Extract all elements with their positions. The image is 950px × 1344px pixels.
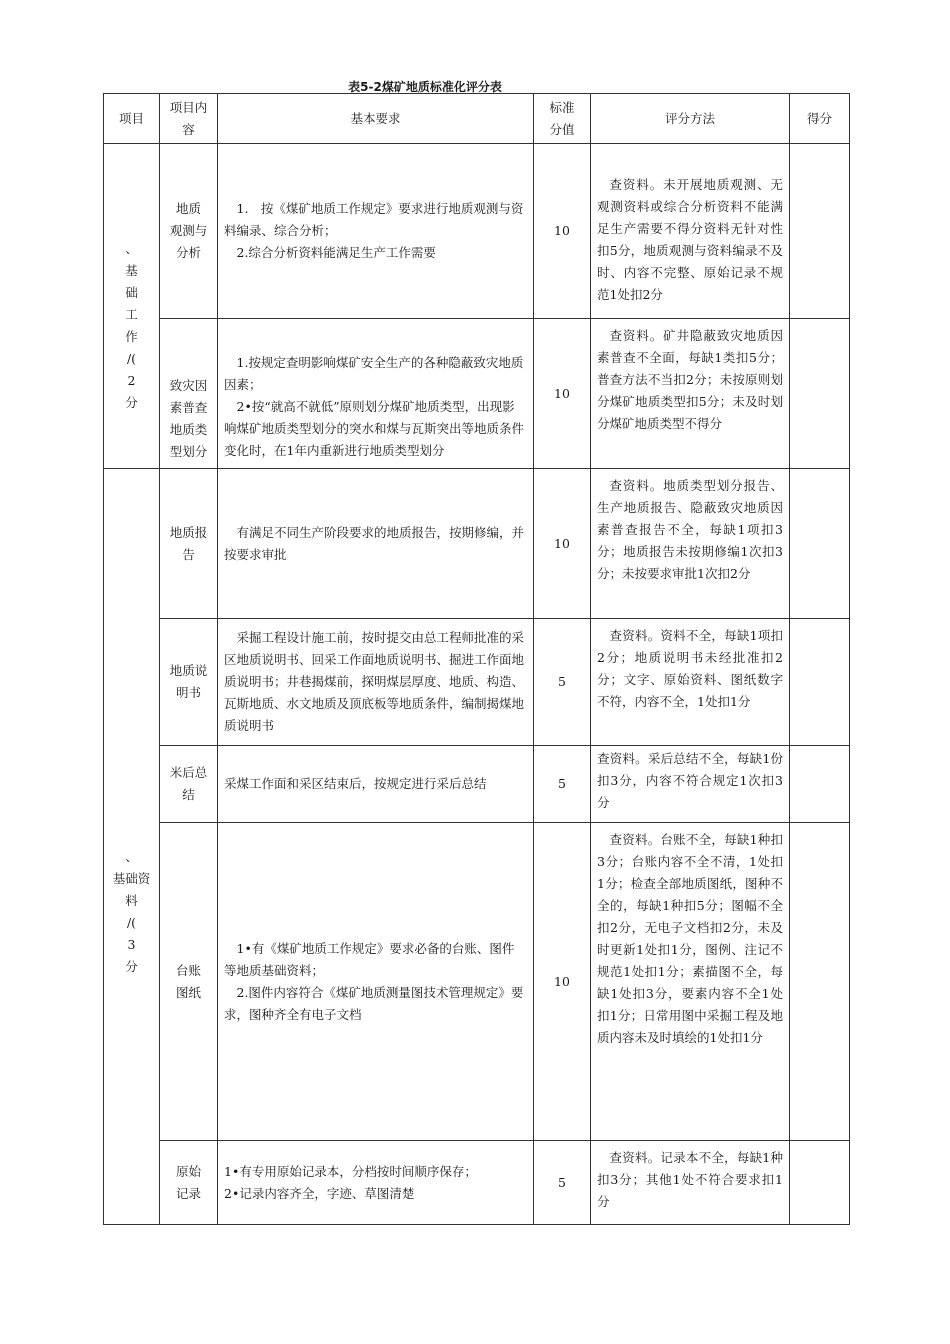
header-content-text: 项目内容 <box>169 99 208 137</box>
content-line: 地质说 <box>169 663 208 678</box>
item-content <box>160 619 218 746</box>
table-row <box>104 469 850 619</box>
item-got[interactable] <box>790 319 850 469</box>
method-text: 查资料。台账不全，每缺1种扣3分；台账内容不全不清，1处扣1分；检查全部地质图纸，图种不全的，每缺1种扣5分；图幅不全扣2分，无电子文档扣2分，未及时更新1处扣1分，图例、注记不规范1处扣1分；素描图不全，每缺1处扣3分，要素内容不全1处扣1分；日常用图中采掘工程及地质内容未及时填绘的1处扣1分 <box>597 832 783 1045</box>
item-requirement <box>218 1141 534 1225</box>
item-got[interactable] <box>790 144 850 319</box>
method-text: 查资料。未开展地质观测、无观测资料或综合分析资料不能满足生产需要不得分资料无针对性扣5分，地质观测与资料编录不及时、内容不完整、原始记录不规范1处扣2分 <box>597 177 783 302</box>
item-method <box>591 619 790 746</box>
content-line: 地质 <box>175 201 201 216</box>
item-got[interactable] <box>790 619 850 746</box>
method-text: 查资料。资料不全，每缺1项扣2分；地质说明书未经批准扣2分；文字、原始资料、图纸数字不符，内容不全，1处扣1分 <box>597 628 783 709</box>
item-content <box>160 469 218 619</box>
section-label-line: 基础资 <box>112 870 151 886</box>
item-score: 5 <box>534 1141 591 1225</box>
item-got[interactable] <box>790 746 850 823</box>
item-content <box>160 144 218 319</box>
requirement-line: 采煤工作面和采区结束后，按规定进行采后总结 <box>224 776 487 791</box>
section-label-line: 2 <box>127 373 136 388</box>
item-content <box>160 319 218 469</box>
requirement-line: 2.图件内容符合《煤矿地质测量图技术管理规定》要求，图种齐全有电子文档 <box>224 984 524 1022</box>
item-score: 10 <box>534 823 591 1141</box>
content-line: 米后总 <box>169 765 208 780</box>
item-method <box>591 1141 790 1225</box>
header-row <box>104 94 850 144</box>
item-content <box>160 746 218 823</box>
item-got[interactable] <box>790 823 850 1141</box>
item-got[interactable] <box>790 469 850 619</box>
table-row <box>104 144 850 319</box>
item-requirement <box>218 619 534 746</box>
table-row <box>104 746 850 823</box>
requirement-line: 1•有专用原始记录本，分档按时间顺序保存； <box>224 1163 477 1179</box>
table-title: 表5-2煤矿地质标准化评分表 <box>348 80 502 94</box>
header-score-text: 标准分值 <box>549 99 575 137</box>
content-line: 告 <box>182 546 195 562</box>
table-row <box>104 823 850 1141</box>
method-text: 查资料。地质类型划分报告、生产地质报告、隐蔽致灾地质因素普查报告不全，每缺1项扣3分；地质报告未按期修编1次扣3分；未按要求审批1次扣2分 <box>597 478 783 581</box>
section-label-line: /( <box>126 914 137 930</box>
header-requirement: 基本要求 <box>218 94 534 144</box>
item-method <box>591 144 790 319</box>
content-line: 分析 <box>175 245 201 260</box>
section-label <box>104 144 160 469</box>
item-score: 10 <box>534 144 591 319</box>
section-label-lines <box>104 846 159 978</box>
method-text: 查资料。矿井隐蔽致灾地质因素普查不全面，每缺1类扣5分；普查方法不当扣2分；未按原则划分煤矿地质类型扣5分；未及时划分煤矿地质类型不得分 <box>597 328 783 431</box>
section-label-line: 分 <box>125 958 138 974</box>
content-line: 明书 <box>175 685 201 700</box>
requirement-line: 2.综合分析资料能满足生产工作需要 <box>236 245 436 260</box>
item-method <box>591 319 790 469</box>
item-requirement <box>218 319 534 469</box>
section-label-line: 基 <box>125 263 138 278</box>
item-method <box>591 823 790 1141</box>
header-method: 评分方法 <box>591 94 790 144</box>
section-label <box>104 469 160 1225</box>
item-score: 10 <box>534 469 591 619</box>
scoring-table <box>103 93 850 1225</box>
item-score: 5 <box>534 746 591 823</box>
header-score <box>534 94 591 144</box>
section-label-line: 3 <box>127 936 136 952</box>
header-got: 得分 <box>790 94 850 144</box>
item-requirement <box>218 144 534 319</box>
requirement-line: 2•按“就高不就低”原则划分煤矿地质类型，出现影响煤矿地质类型划分的突水和煤与瓦斯突出等地质条件变化时，在1年内重新进行地质类型划分 <box>224 398 525 458</box>
requirement-line: 1.按规定查明影响煤矿安全生产的各种隐蔽致灾地质因素； <box>224 354 524 392</box>
content-line: 观测与 <box>169 223 208 238</box>
table-row <box>104 619 850 746</box>
section-label-line: 料 <box>125 892 138 908</box>
content-line: 记录 <box>175 1185 201 1201</box>
section-label-line: 工 <box>125 307 138 322</box>
requirement-line: 1. 按《煤矿地质工作规定》要求进行地质观测与资料编录、综合分析； <box>224 201 524 238</box>
item-method <box>591 469 790 619</box>
content-line: 型划分 <box>169 443 208 459</box>
section-label-line: /( <box>126 351 137 366</box>
content-line: 地质类 <box>169 421 208 437</box>
table-body <box>104 144 850 1225</box>
content-line: 图纸 <box>175 984 201 1000</box>
requirement-line: 1•有《煤矿地质工作规定》要求必备的台账、图件等地质基础资料； <box>224 940 515 978</box>
content-line: 地质报 <box>169 524 208 540</box>
section-label-line: 作 <box>125 329 138 344</box>
section-label-line: 础 <box>125 285 138 300</box>
header-content <box>160 94 218 144</box>
content-line: 原始 <box>175 1163 201 1179</box>
section-label-line: 、 <box>125 241 138 256</box>
table-row <box>104 319 850 469</box>
item-content <box>160 1141 218 1225</box>
content-line: 致灾因 <box>169 377 208 393</box>
method-text: 查资料。记录本不全，每缺1种扣3分；其他1处不符合要求扣1分 <box>597 1150 783 1209</box>
item-requirement <box>218 746 534 823</box>
item-content <box>160 823 218 1141</box>
table-row <box>104 1141 850 1225</box>
item-score: 5 <box>534 619 591 746</box>
content-line: 素普查 <box>169 399 208 415</box>
requirement-line: 有满足不同生产阶段要求的地质报告，按期修编，并按要求审批 <box>224 524 525 562</box>
requirement-line: 2•记录内容齐全，字迹、草图清楚 <box>224 1185 415 1201</box>
section-label-line: 、 <box>125 848 138 864</box>
item-score: 10 <box>534 319 591 469</box>
requirement-line: 采掘工程设计施工前，按时提交由总工程师批准的采区地质说明书、回采工作面地质说明书、掘进工作面地质说明书；井巷揭煤前，探明煤层厚度、地质、构造、瓦斯地质、水文地质及顶底板等地质条件，编制揭煤地质说明书 <box>224 630 525 733</box>
item-requirement <box>218 823 534 1141</box>
content-line: 台账 <box>175 962 201 978</box>
method-text: 查资料。采后总结不全，每缺1份扣3分，内容不符合规定1次扣3分 <box>597 751 783 810</box>
item-requirement <box>218 469 534 619</box>
item-got[interactable] <box>790 1141 850 1225</box>
item-method <box>591 746 790 823</box>
section-label-line: 分 <box>125 395 138 410</box>
header-item: 项目 <box>104 94 160 144</box>
section-label-lines <box>104 238 159 414</box>
content-line: 结 <box>182 787 195 802</box>
